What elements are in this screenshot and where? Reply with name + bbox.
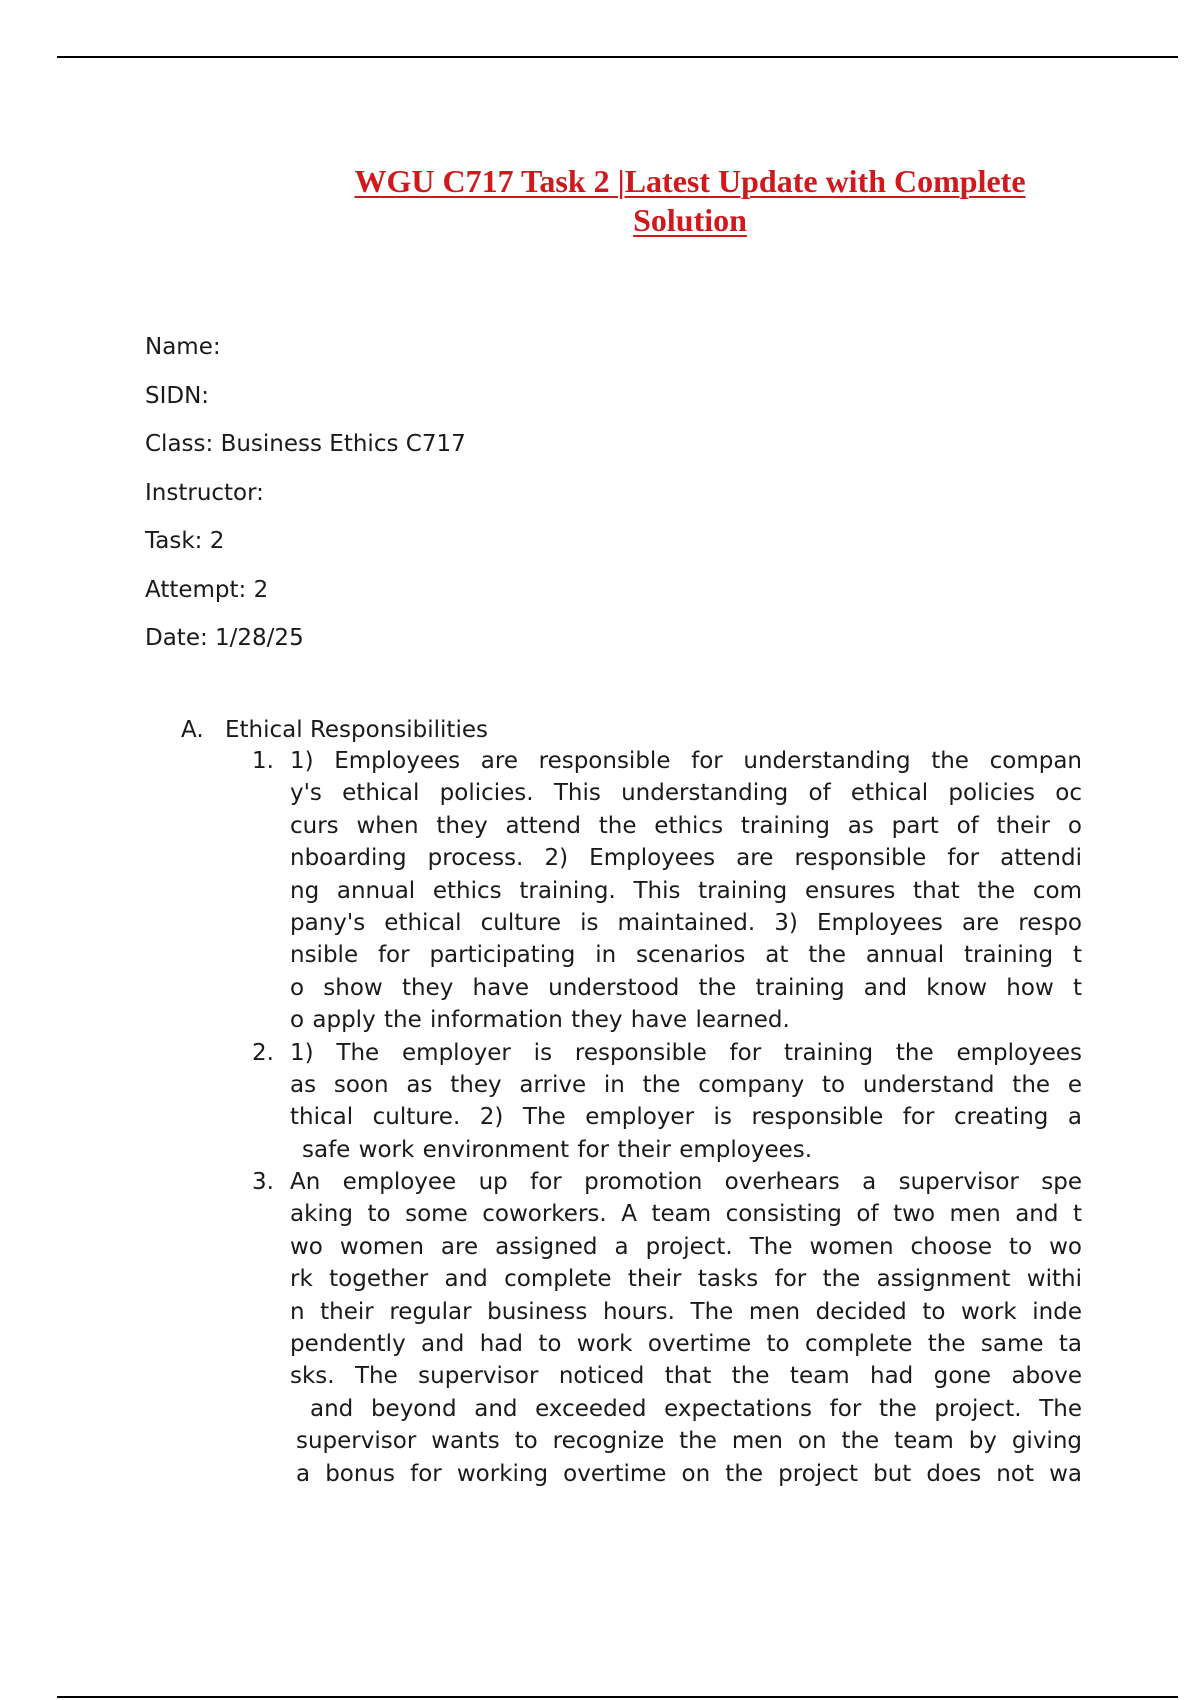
list-item-number: 3. bbox=[252, 1169, 274, 1196]
list-item-number: 1. bbox=[252, 748, 274, 774]
list-item-number: 2. bbox=[252, 1039, 274, 1066]
text-line: ng annual ethics training. This training ensures that the com bbox=[290, 877, 1082, 904]
list-item-text bbox=[290, 745, 1082, 1037]
text-line: pendently and had to work overtime to complete the same ta bbox=[290, 1331, 1082, 1358]
text-line: rk together and complete their tasks for the assignment withi bbox=[290, 1266, 1082, 1293]
instructor-field: Instructor: bbox=[145, 479, 264, 506]
text-line: 1) Employees are responsible for understanding the compan bbox=[290, 748, 1082, 774]
attempt-field: Attempt: 2 bbox=[145, 576, 269, 603]
text-line: wo women are assigned a project. The women choose to wo bbox=[290, 1233, 1082, 1260]
text-line: aking to some coworkers. A team consisting of two men and t bbox=[290, 1201, 1082, 1228]
text-line: o show they have understood the training and know how t bbox=[290, 974, 1082, 1001]
date-field: Date: 1/28/25 bbox=[145, 625, 304, 651]
list-item bbox=[252, 1166, 1082, 1490]
text-line: supervisor wants to recognize the men on the team by giving bbox=[296, 1428, 1082, 1455]
section-heading-text: Ethical Responsibilities bbox=[225, 717, 488, 743]
list-item bbox=[252, 1037, 1082, 1167]
text-line: as soon as they arrive in the company to understand the e bbox=[290, 1071, 1082, 1098]
text-line: nsible for participating in scenarios at the annual training t bbox=[290, 942, 1082, 969]
text-line: thical culture. 2) The employer is responsible for creating a bbox=[290, 1104, 1082, 1131]
text-line: An employee up for promotion overhears a supervisor spe bbox=[290, 1169, 1082, 1196]
text-line: n their regular business hours. The men decided to work inde bbox=[290, 1298, 1082, 1325]
top-rule bbox=[57, 56, 1178, 58]
text-line: and beyond and exceeded expectations for the project. The bbox=[310, 1395, 1082, 1422]
list-item-text bbox=[290, 1037, 1082, 1167]
text-line: y's ethical policies. This understanding of ethical policies oc bbox=[290, 780, 1082, 807]
class-field: Class: Business Ethics C717 bbox=[145, 431, 466, 457]
responsibilities-list bbox=[252, 745, 1082, 1490]
section-ethical-responsibilities bbox=[181, 713, 488, 747]
task-field: Task: 2 bbox=[145, 528, 225, 554]
bottom-rule bbox=[57, 1696, 1178, 1698]
document-title bbox=[300, 162, 1080, 240]
text-line: 1) The employer is responsible for training the employees bbox=[290, 1039, 1082, 1066]
text-line: o apply the information they have learned. bbox=[290, 1007, 790, 1034]
text-line: nboarding process. 2) Employees are responsible for attendi bbox=[290, 845, 1082, 872]
text-line: a bonus for working overtime on the project but does not wa bbox=[296, 1460, 1082, 1487]
text-line: curs when they attend the ethics training as part of their o bbox=[290, 812, 1082, 839]
section-letter: A. bbox=[181, 717, 204, 743]
name-field: Name: bbox=[145, 334, 221, 360]
section-heading bbox=[181, 713, 488, 747]
text-line: pany's ethical culture is maintained. 3) Employees are respo bbox=[290, 909, 1082, 936]
list-item bbox=[252, 745, 1082, 1037]
list-item-text bbox=[290, 1166, 1082, 1490]
student-info bbox=[145, 323, 466, 663]
text-line: sks. The supervisor noticed that the team had gone above bbox=[290, 1363, 1082, 1390]
sidn-field: SIDN: bbox=[145, 382, 210, 409]
title-line-2: Solution bbox=[633, 202, 747, 238]
text-line: safe work environment for their employees. bbox=[302, 1136, 813, 1163]
title-line-1: WGU C717 Task 2 |Latest Update with Complete bbox=[354, 163, 1026, 199]
